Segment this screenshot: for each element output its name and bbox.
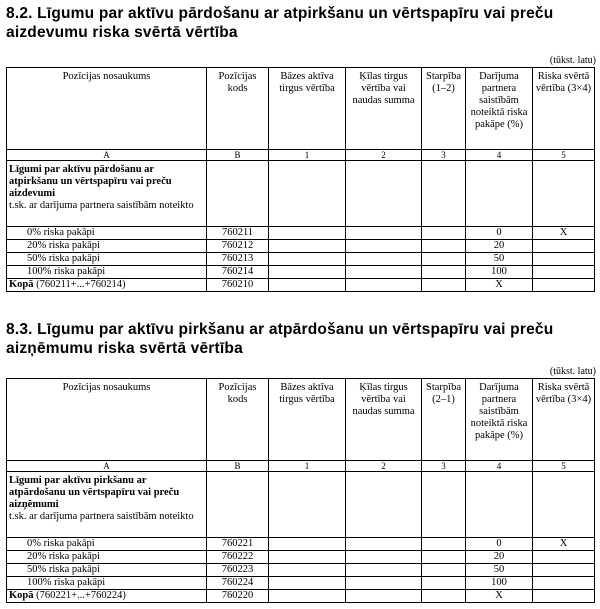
col-label: 3 xyxy=(422,461,466,472)
group-subtitle: t.sk. ar darījuma partnera saistībām noteikto xyxy=(9,200,194,211)
input-cell[interactable] xyxy=(422,564,466,577)
row-code: 760221 xyxy=(207,538,269,551)
row-code: 760222 xyxy=(207,551,269,564)
header-name: Pozīcijas nosaukums xyxy=(7,379,207,461)
header-risk-value: Riska svērtā vērtība (3×4) xyxy=(533,68,595,150)
input-cell[interactable] xyxy=(269,266,346,279)
total-range: (760221+...+760224) xyxy=(36,590,126,601)
col-label: 3 xyxy=(422,150,466,161)
row-code: 760224 xyxy=(207,577,269,590)
total-code: 760210 xyxy=(207,279,269,292)
row-name: 20% riska pakāpi xyxy=(7,551,207,564)
col-label: 4 xyxy=(466,150,533,161)
total-weight: X xyxy=(466,279,533,292)
row-weight: 0 xyxy=(466,538,533,551)
input-cell[interactable] xyxy=(269,279,346,292)
row-code: 760214 xyxy=(207,266,269,279)
input-cell[interactable] xyxy=(533,240,595,253)
empty-cell xyxy=(533,161,595,227)
row-weight: 50 xyxy=(466,564,533,577)
input-cell[interactable] xyxy=(269,551,346,564)
col-label: B xyxy=(207,461,269,472)
input-cell[interactable] xyxy=(533,577,595,590)
input-cell[interactable] xyxy=(422,577,466,590)
col-label: 2 xyxy=(346,150,422,161)
col-label: A xyxy=(7,150,207,161)
col-label: 4 xyxy=(466,461,533,472)
empty-cell xyxy=(269,161,346,227)
table-row xyxy=(7,551,595,564)
input-cell[interactable] xyxy=(422,253,466,266)
empty-cell xyxy=(346,161,422,227)
input-cell[interactable] xyxy=(269,253,346,266)
input-cell[interactable] xyxy=(346,590,422,603)
row-name: 100% riska pakāpi xyxy=(7,577,207,590)
group-subtitle: t.sk. ar darījuma partnera saistībām noteikto xyxy=(9,511,194,522)
col-label: 1 xyxy=(269,150,346,161)
total-label xyxy=(7,590,207,603)
risk-table-8-2 xyxy=(6,67,595,292)
empty-cell xyxy=(269,472,346,538)
row-risk: X xyxy=(533,538,595,551)
input-cell[interactable] xyxy=(422,279,466,292)
total-weight: X xyxy=(466,590,533,603)
row-code: 760212 xyxy=(207,240,269,253)
input-cell[interactable] xyxy=(533,253,595,266)
row-weight: 50 xyxy=(466,253,533,266)
input-cell[interactable] xyxy=(269,227,346,240)
table-row xyxy=(7,266,595,279)
total-code: 760220 xyxy=(207,590,269,603)
input-cell[interactable] xyxy=(533,590,595,603)
section-8-3-title xyxy=(6,320,594,358)
table-row xyxy=(7,253,595,266)
header-collateral-value: Ķīlas tirgus vērtība vai naudas summa xyxy=(346,68,422,150)
input-cell[interactable] xyxy=(346,279,422,292)
unit-label: (tūkst. latu) xyxy=(549,55,596,66)
risk-table-8-3 xyxy=(6,378,595,603)
row-weight: 20 xyxy=(466,240,533,253)
input-cell[interactable] xyxy=(346,564,422,577)
input-cell[interactable] xyxy=(533,279,595,292)
input-cell[interactable] xyxy=(533,551,595,564)
col-label: 5 xyxy=(533,461,595,472)
group-title: Līgumi par aktīvu pirkšanu ar atpārdošanu un vērtspapīru vai preču aizņēmumi xyxy=(9,475,180,510)
header-collateral-value: Ķīlas tirgus vērtība vai naudas summa xyxy=(346,379,422,461)
row-name: 50% riska pakāpi xyxy=(7,253,207,266)
row-name: 100% riska pakāpi xyxy=(7,266,207,279)
header-risk-weight: Darījuma partnera saistībām noteiktā riska pakāpe (%) xyxy=(466,68,533,150)
input-cell[interactable] xyxy=(346,551,422,564)
group-cell xyxy=(7,472,207,538)
input-cell[interactable] xyxy=(533,266,595,279)
input-cell[interactable] xyxy=(346,253,422,266)
input-cell[interactable] xyxy=(269,240,346,253)
input-cell[interactable] xyxy=(346,240,422,253)
col-label: B xyxy=(207,150,269,161)
section-8-2-title xyxy=(6,4,594,42)
input-cell[interactable] xyxy=(422,227,466,240)
input-cell[interactable] xyxy=(422,240,466,253)
row-code: 760211 xyxy=(207,227,269,240)
row-name: 0% riska pakāpi xyxy=(7,227,207,240)
section-title-line2: aizdevumu riska svērtā vērtība xyxy=(6,24,238,41)
col-label: 5 xyxy=(533,150,595,161)
header-code: Pozīcijas kods xyxy=(207,379,269,461)
row-code: 760223 xyxy=(207,564,269,577)
table-row xyxy=(7,227,595,240)
empty-cell xyxy=(466,161,533,227)
input-cell[interactable] xyxy=(422,590,466,603)
group-title: Līgumi par aktīvu pārdošanu ar atpirkšanu un vērtspapīru vai preču aizdevumi xyxy=(9,164,172,199)
row-code: 760213 xyxy=(207,253,269,266)
empty-cell xyxy=(422,472,466,538)
input-cell[interactable] xyxy=(422,551,466,564)
input-cell[interactable] xyxy=(269,538,346,551)
table-row xyxy=(7,564,595,577)
input-cell[interactable] xyxy=(346,577,422,590)
header-base-value: Bāzes aktīva tirgus vērtība xyxy=(269,68,346,150)
section-title-line2: aizņēmumu riska svērtā vērtība xyxy=(6,340,243,357)
total-name: Kopā xyxy=(9,279,34,290)
header-name: Pozīcijas nosaukums xyxy=(7,68,207,150)
input-cell[interactable] xyxy=(422,538,466,551)
input-cell[interactable] xyxy=(533,564,595,577)
empty-cell xyxy=(207,161,269,227)
total-name: Kopā xyxy=(9,590,34,601)
table-row xyxy=(7,538,595,551)
col-label: A xyxy=(7,461,207,472)
row-weight: 20 xyxy=(466,551,533,564)
total-row xyxy=(7,590,595,603)
row-risk: X xyxy=(533,227,595,240)
header-risk-weight: Darījuma partnera saistībām noteiktā riska pakāpe (%) xyxy=(466,379,533,461)
row-weight: 100 xyxy=(466,577,533,590)
header-risk-value: Riska svērtā vērtība (3×4) xyxy=(533,379,595,461)
input-cell[interactable] xyxy=(346,538,422,551)
section-title-line1: 8.3. Līgumu par aktīvu pirkšanu ar atpārdošanu un vērtspapīru vai preču xyxy=(6,321,554,338)
total-range: (760211+...+760214) xyxy=(36,279,126,290)
empty-cell xyxy=(207,472,269,538)
empty-cell xyxy=(422,161,466,227)
col-label: 1 xyxy=(269,461,346,472)
header-difference: Starpība (2–1) xyxy=(422,379,466,461)
row-weight: 0 xyxy=(466,227,533,240)
row-name: 0% riska pakāpi xyxy=(7,538,207,551)
empty-cell xyxy=(346,472,422,538)
header-difference: Starpība (1–2) xyxy=(422,68,466,150)
unit-label: (tūkst. latu) xyxy=(549,366,596,377)
empty-cell xyxy=(533,472,595,538)
row-name: 50% riska pakāpi xyxy=(7,564,207,577)
row-name: 20% riska pakāpi xyxy=(7,240,207,253)
input-cell[interactable] xyxy=(269,564,346,577)
input-cell[interactable] xyxy=(346,266,422,279)
header-code: Pozīcijas kods xyxy=(207,68,269,150)
input-cell[interactable] xyxy=(269,577,346,590)
input-cell[interactable] xyxy=(346,227,422,240)
group-cell xyxy=(7,161,207,227)
col-label: 2 xyxy=(346,461,422,472)
total-label xyxy=(7,279,207,292)
header-base-value: Bāzes aktīva tirgus vērtība xyxy=(269,379,346,461)
total-row xyxy=(7,279,595,292)
row-weight: 100 xyxy=(466,266,533,279)
section-title-line1: 8.2. Līgumu par aktīvu pārdošanu ar atpirkšanu un vērtspapīru vai preču xyxy=(6,5,554,22)
empty-cell xyxy=(466,472,533,538)
input-cell[interactable] xyxy=(422,266,466,279)
table-row xyxy=(7,240,595,253)
table-row xyxy=(7,577,595,590)
input-cell[interactable] xyxy=(269,590,346,603)
